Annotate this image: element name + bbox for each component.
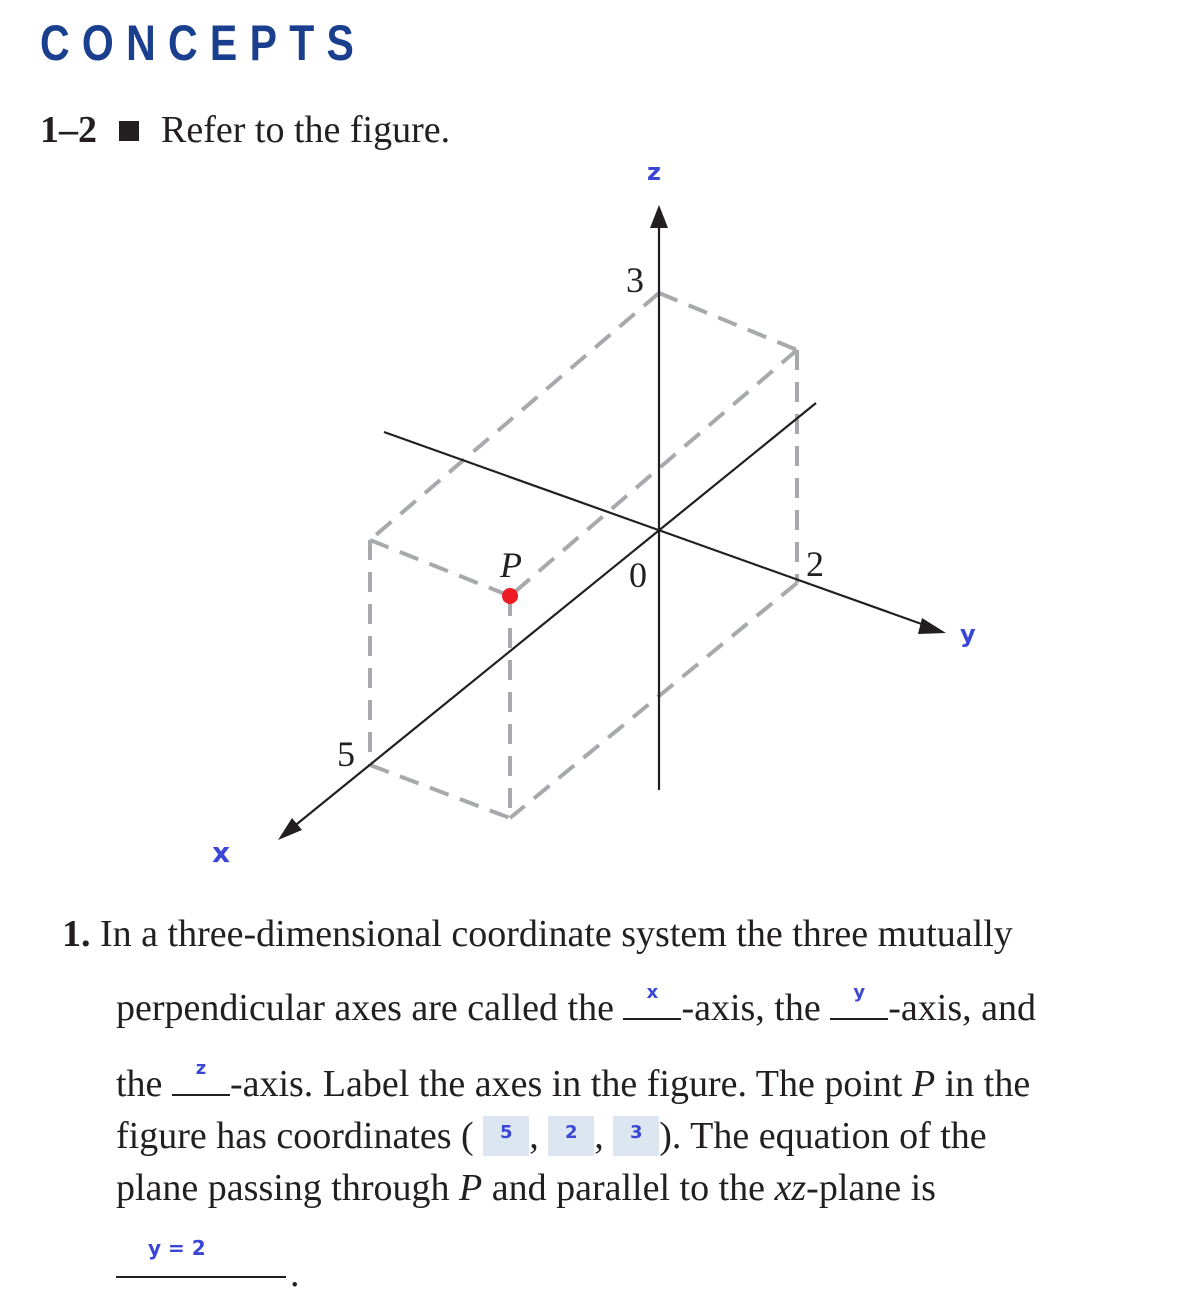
handwritten-answer: z <box>195 1058 207 1079</box>
origin-label: 0 <box>629 555 647 595</box>
question-line-4 <box>116 1114 987 1158</box>
question-text: -plane is <box>806 1167 936 1209</box>
question-text: -axis, the <box>681 987 821 1029</box>
box-edge <box>510 350 797 596</box>
question-text: perpendicular axes are called the <box>116 987 614 1029</box>
tick-label-x: 5 <box>337 734 355 774</box>
problem-range: 1–2 <box>40 109 97 151</box>
point-p-ref: P <box>911 1063 936 1105</box>
box-edge <box>659 293 797 350</box>
coord-y-input[interactable] <box>548 1116 594 1156</box>
end-period: . <box>290 1253 300 1295</box>
handwritten-answer: x <box>646 982 659 1003</box>
question-text: -axis. Label the axes in the figure. The point <box>229 1063 903 1105</box>
box-edge <box>370 765 510 818</box>
question-number: 1. <box>62 913 91 955</box>
comma: , <box>594 1115 604 1157</box>
comma: , <box>529 1115 539 1157</box>
handwritten-answer: 3 <box>629 1122 643 1143</box>
question-text: and parallel to the <box>491 1167 766 1209</box>
question-text: in the <box>944 1063 1031 1105</box>
point-p-ref: P <box>459 1167 483 1209</box>
tick-label-z: 3 <box>626 260 644 300</box>
question-text: -axis, and <box>888 987 1036 1029</box>
axis-blank-1[interactable] <box>623 982 681 1020</box>
question-line-5 <box>116 1166 936 1210</box>
box-edge <box>370 540 510 596</box>
xz-plane-ref: xz <box>774 1167 807 1209</box>
square-bullet-icon <box>119 121 139 141</box>
question-text: ). The equation of the <box>659 1115 987 1157</box>
coord-x-input[interactable] <box>483 1116 529 1156</box>
question-line-3 <box>116 1058 1031 1106</box>
handwritten-answer: 2 <box>564 1122 578 1143</box>
y-axis-arrow-icon <box>918 618 946 634</box>
question-text: plane passing through <box>116 1167 450 1209</box>
instruction-text: Refer to the figure. <box>161 109 451 151</box>
question-text: figure has coordinates ( <box>116 1115 474 1157</box>
axis-blank-3[interactable] <box>172 1058 230 1096</box>
tick-label-y: 2 <box>806 544 824 584</box>
handwritten-y-label: y <box>960 620 976 648</box>
question-line-2 <box>116 982 1036 1030</box>
instruction <box>40 108 450 152</box>
x-axis-arrow-icon <box>278 818 302 840</box>
handwritten-answer: y <box>853 982 866 1003</box>
coord-z-input[interactable] <box>613 1116 659 1156</box>
box-edge <box>510 583 797 818</box>
plane-equation-answer: y = 2 <box>148 1236 206 1260</box>
axis-blank-2[interactable] <box>830 982 888 1020</box>
section-heading: CONCEPTS <box>40 15 367 71</box>
question-text: the <box>116 1063 163 1105</box>
handwritten-x-label: x <box>212 836 231 869</box>
handwritten-answer: 5 <box>499 1122 513 1143</box>
plane-equation-blank[interactable] <box>116 1276 286 1278</box>
point-p-marker <box>502 588 518 604</box>
point-p-label: P <box>500 545 522 585</box>
handwritten-z-label: z <box>647 158 661 186</box>
coordinate-figure <box>0 150 1194 880</box>
y-axis <box>384 432 930 627</box>
question-text: In a three-dimensional coordinate system the three mutually <box>100 913 1013 955</box>
question-line-1 <box>62 912 1013 956</box>
z-axis-arrow-icon <box>650 205 668 228</box>
